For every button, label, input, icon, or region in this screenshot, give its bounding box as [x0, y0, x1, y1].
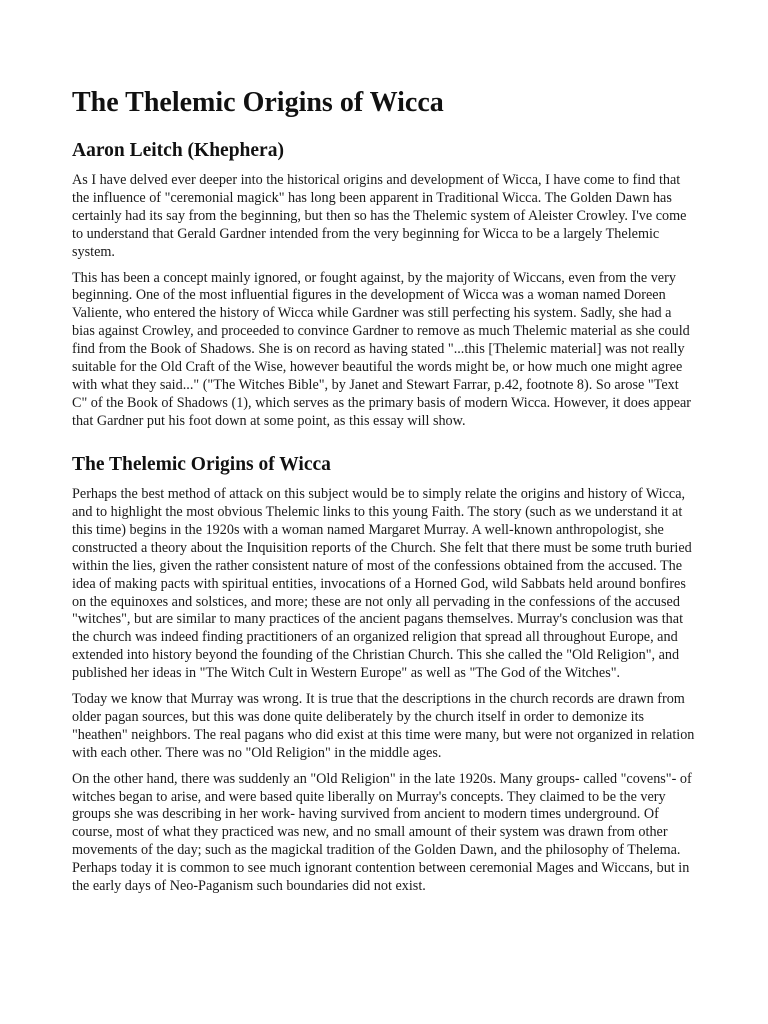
section-paragraph-3: On the other hand, there was suddenly an "Old Religion" in the late 1920s. Many groups- called "covens"- of witches began to arise, and were based quite liberally on Murray's concepts. They claimed to be the very groups she was describing in her work- having survived from ancient to modern times underground. Of course, most of what they practiced was new, and no small amount of their system was drawn from other movements of the day; such as the magickal tradition of the Golden Dawn, and the philosophy of Thelema. Perhaps today it is common to see much ignorant contention between ceremonial Mages and Wiccans, but in the early days of Neo-Paganism such boundaries did not exist. [72, 770, 692, 895]
page-title: The Thelemic Origins of Wicca [72, 87, 444, 118]
section-paragraph-1: Perhaps the best method of attack on this subject would be to simply relate the origins and history of Wicca, and to highlight the most obvious Thelemic links to this young Faith. The story (such as we understand it at this time) begins in the 1920s with a woman named Margaret Murray. A well-known anthropologist, she constructed a theory about the Inquisition reports of the Church. She felt that there must be some truth buried within the lies, given the rather consistent nature of most of the confessions obtained from the accused. The idea of making pacts with spiritual entities, invocations of a Horned God, wild Sabbats held around bonfires on the equinoxes and solstices, and more; these are not only all pervading in the confessions of the accused "witches", but are similar to many practices of the ancient pagans themselves. Murray's conclusion was that the church was indeed finding practitioners of an organized religion that spread all throughout Europe, and extended into history beyond the founding of the Christian Church. This she called the "Old Religion", and published her ideas in "The Witch Cult in Western Europe" as well as "The God of the Witches". [72, 486, 692, 682]
section-paragraph-2: Today we know that Murray was wrong. It is true that the descriptions in the church records are drawn from older pagan sources, but this was done quite deliberately by the church itself in order to demonize its "heathen" neighbors. The real pagans who did exist at this time were many, but were not organized in relation with each other. There was no "Old Religion" in the middle ages. [72, 691, 695, 761]
author-heading: Aaron Leitch (Khephera) [72, 139, 284, 161]
intro-paragraph-2: This has been a concept mainly ignored, or fought against, by the majority of Wiccans, even from the very beginning. One of the most influential figures in the development of Wicca was a woman named Doreen Valiente, who entered the history of Wicca while Gardner was still perfecting his system. Sadly, she had a bias against Crowley, and proceeded to convince Gardner to remove as much Thelemic material as she could find from the Book of Shadows. She is on record as having stated "...this [Thelemic material] was not really suitable for the Old Craft of the Wise, however beautiful the words might be, or how much one might agree with what they said..." ("The Witches Bible", by Janet and Stewart Farrar, p.42, footnote 8). So arose "Text C" of the Book of Shadows (1), which serves as the primary basis of modern Wicca. However, it does appear that Gardner put his foot down at some point, as this essay will show. [72, 269, 692, 429]
intro-paragraph-1: As I have delved ever deeper into the historical origins and development of Wicca, I have come to find that the influence of "ceremonial magick" has long been apparent in Traditional Wicca. The Golden Dawn has certainly had its say from the beginning, but then so has the Thelemic system of Aleister Crowley. I've come to understand that Gerald Gardner intended from the very beginning for Wicca to be a largely Thelemic system. [72, 171, 687, 260]
document-page [72, 86, 696, 904]
section-heading: The Thelemic Origins of Wicca [72, 453, 331, 475]
